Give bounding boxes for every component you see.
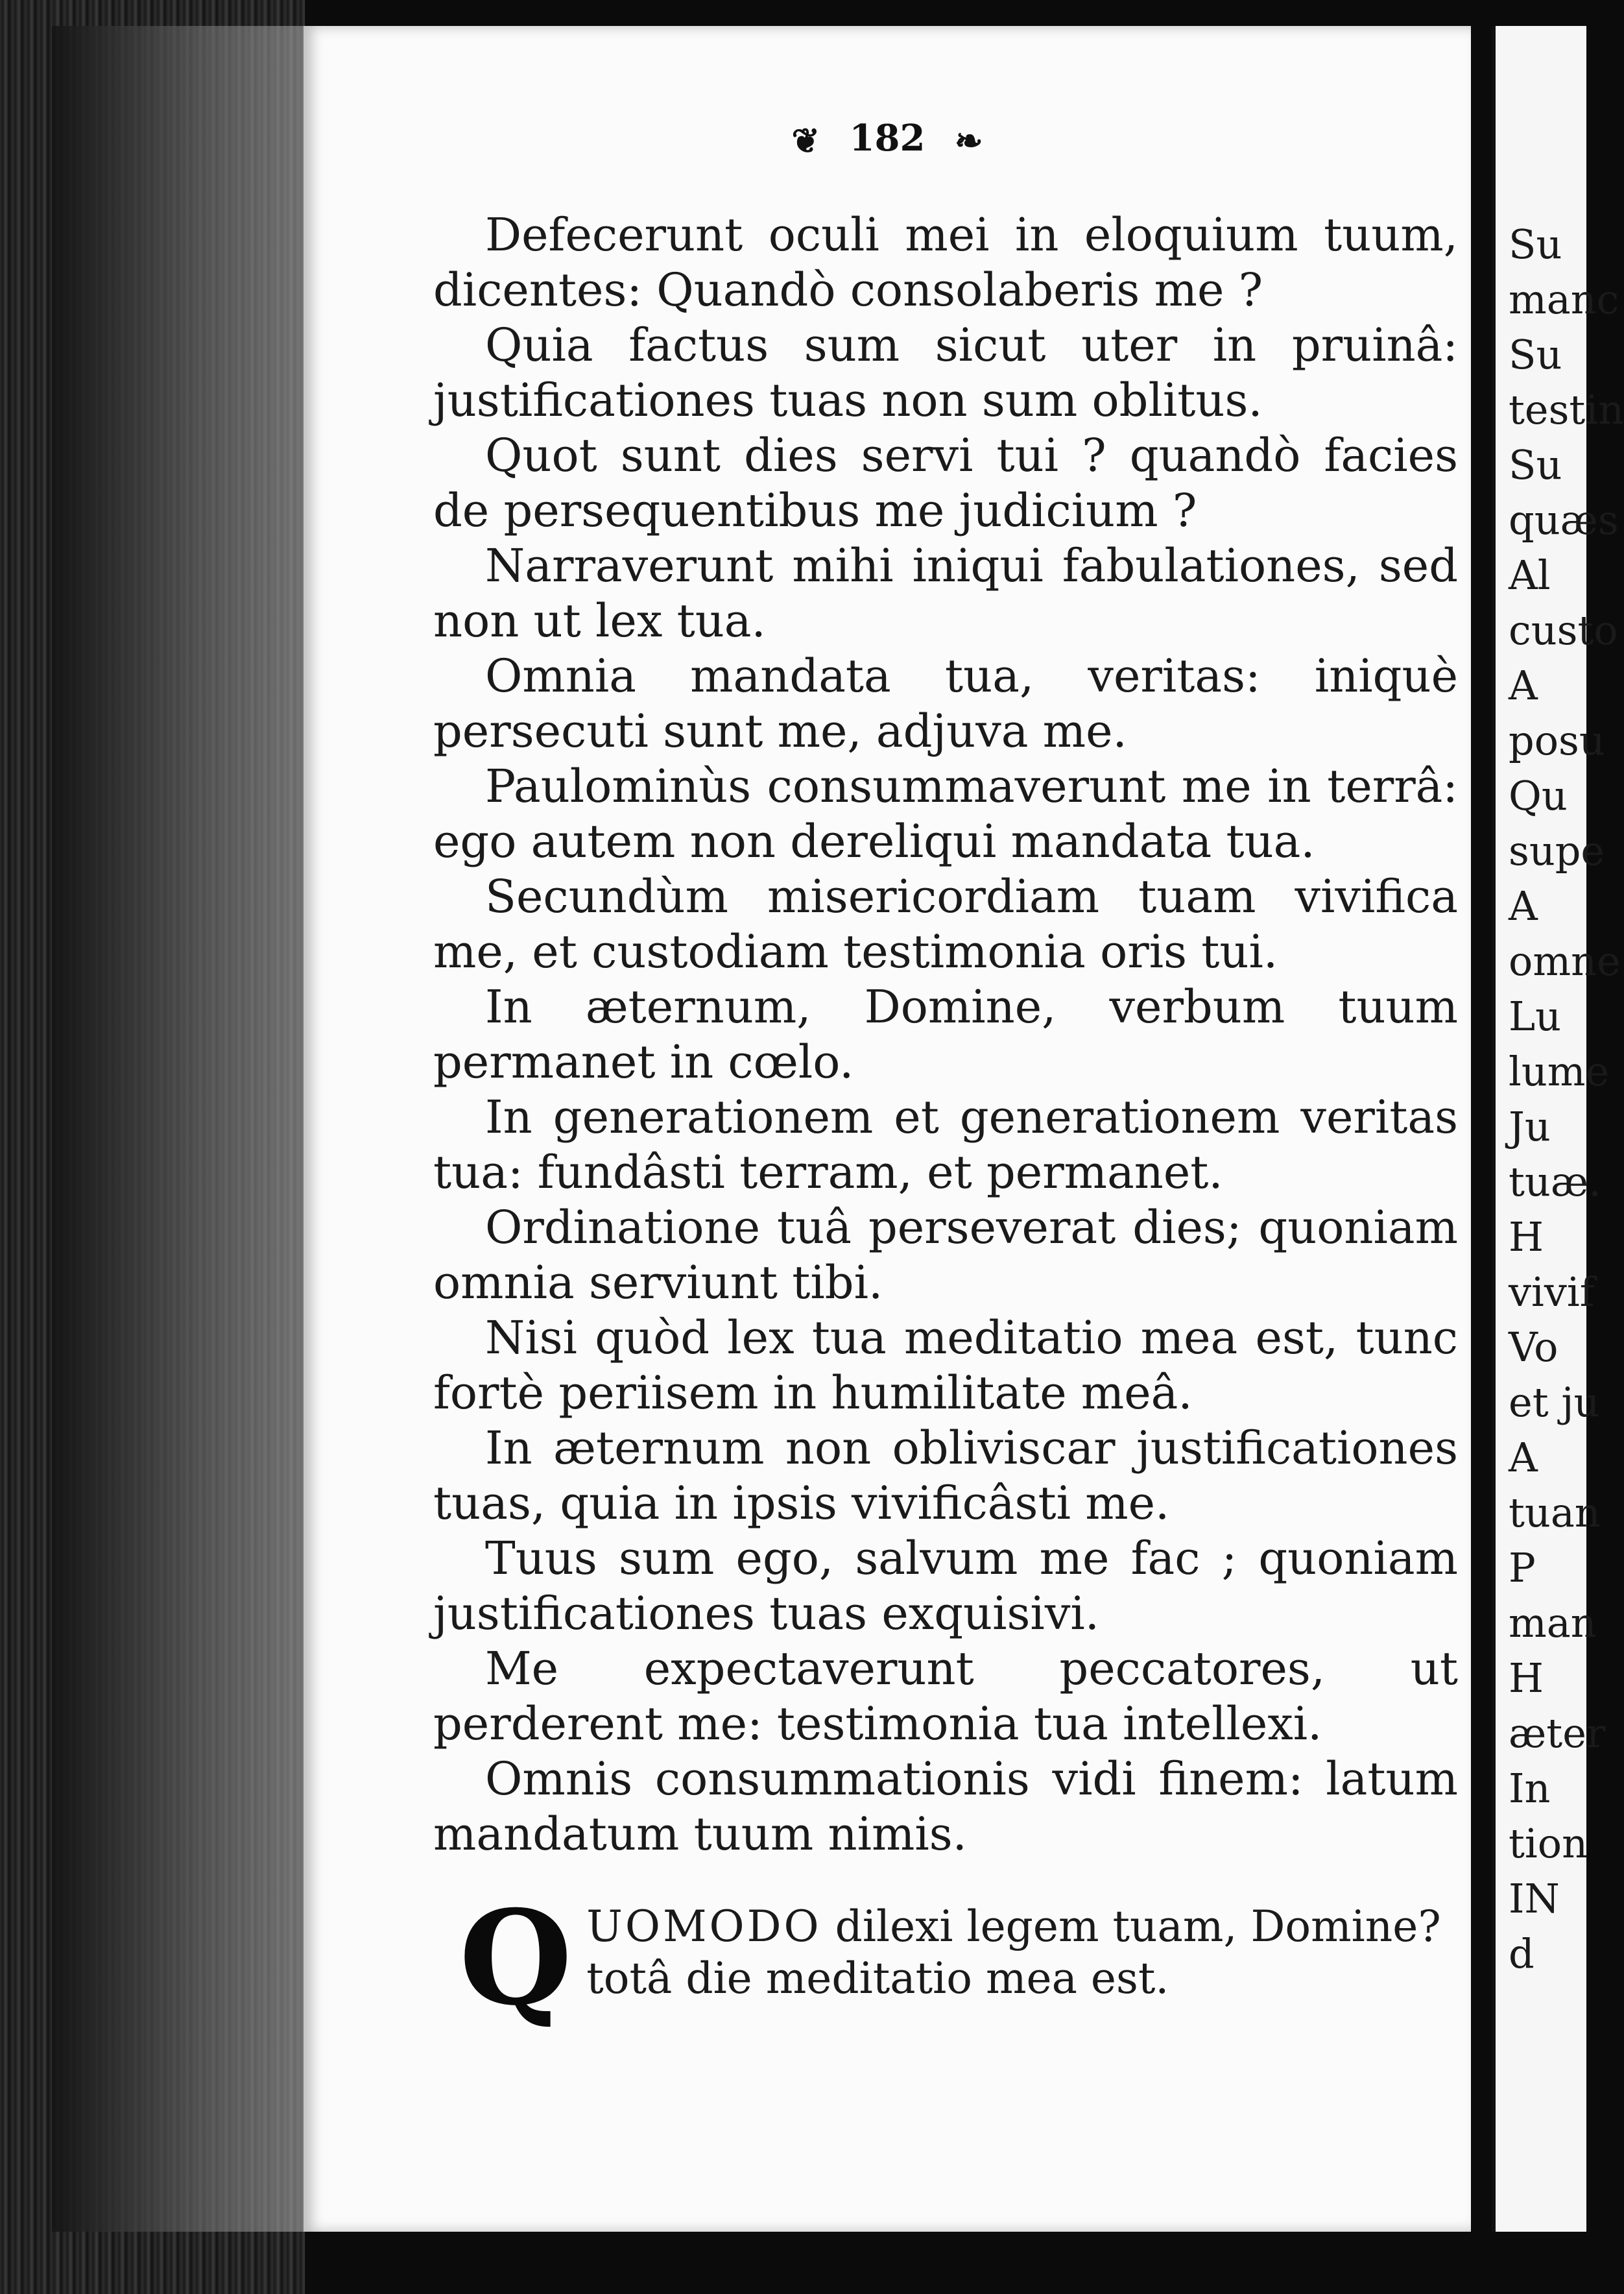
verse: Omnia mandata tua, veritas: iniquè persecuti sunt me, adjuva me.: [433, 649, 1458, 758]
verse: In generationem et generationem veritas tua: fundâsti terram, et permanet.: [433, 1091, 1458, 1199]
facing-page-line: Lu: [1509, 993, 1562, 1040]
facing-page-line: In: [1509, 1765, 1551, 1812]
page-gutter: [1471, 0, 1493, 2294]
facing-page-line: A: [1509, 1434, 1538, 1481]
verse: Tuus sum ego, salvum me fac ; quoniam justificationes tuas exquisivi.: [433, 1532, 1458, 1640]
facing-page-line: A: [1509, 882, 1538, 930]
facing-page-line: H: [1509, 1654, 1544, 1702]
facing-page-line: IN: [1509, 1875, 1560, 1922]
facing-page-line: supe: [1509, 827, 1605, 875]
facing-page-line: A: [1509, 662, 1538, 709]
facing-page-line: man: [1509, 1599, 1597, 1647]
facing-page-line: vivif: [1509, 1268, 1595, 1316]
psalm-text: [433, 208, 1458, 1862]
facing-page-line: testin: [1509, 386, 1624, 433]
facing-page-line: Su: [1509, 441, 1562, 489]
verse: Defecerunt oculi mei in eloquium tuum, dicentes: Quandò consolaberis me ?: [433, 208, 1458, 317]
verse: In æternum, Domine, verbum tuum permanet in cœlo.: [433, 980, 1458, 1089]
verse: Quot sunt dies servi tui ? quandò facies de persequentibus me judicium ?: [433, 429, 1458, 537]
facing-page-line: lume: [1509, 1048, 1610, 1095]
facing-page-line: et ju: [1509, 1379, 1600, 1426]
page-number: 182: [849, 117, 925, 160]
facing-page-line: custo: [1509, 607, 1618, 654]
facing-page-line: Qu: [1509, 772, 1568, 819]
book-page: [304, 26, 1471, 2232]
facing-page-line: d: [1509, 1930, 1534, 1977]
facing-page-line: æter: [1509, 1709, 1606, 1757]
facing-page-line: Al: [1509, 551, 1551, 599]
verse: Paulominùs consummaverunt me in terrâ: ego autem non dereliqui mandata tua.: [433, 760, 1458, 868]
versicle-first-word: UOMODO: [586, 1902, 822, 1951]
facing-page-line: posu: [1509, 717, 1605, 764]
facing-page-line: Su: [1509, 221, 1562, 268]
drop-cap: Q: [459, 1882, 573, 2034]
page-header: [304, 117, 1471, 161]
book-edge: [0, 0, 305, 2294]
versicle-text: dilexi legem tuam, Domine? totâ die meditatio mea est.: [586, 1902, 1441, 2003]
facing-page-line: P: [1509, 1544, 1536, 1591]
verse: Omnis consummationis vidi finem: latum mandatum tuum nimis.: [433, 1752, 1458, 1861]
facing-page-line: manc: [1509, 276, 1619, 323]
facing-page-line: omne: [1509, 937, 1621, 985]
facing-page-line: quæs: [1509, 496, 1619, 544]
verse: Quia factus sum sicut uter in pruinâ: justificationes tuas non sum oblitus.: [433, 319, 1458, 427]
verse: Secundùm misericordiam tuam vivifica me, et custodiam testimonia oris tui.: [433, 870, 1458, 978]
verse: Ordinatione tuâ perseverat dies; quoniam omnia serviunt tibi.: [433, 1201, 1458, 1309]
facing-page-line: H: [1509, 1213, 1544, 1261]
facing-page-line: Su: [1509, 331, 1562, 378]
ornament-right-icon: ❧: [954, 121, 983, 161]
facing-page-line: tuæ.: [1509, 1158, 1601, 1205]
facing-page-fragment: [1492, 26, 1624, 2232]
facing-page-line: tion: [1509, 1820, 1588, 1867]
facing-page-line: Ju: [1509, 1103, 1551, 1150]
facing-page-line: tuan: [1509, 1489, 1601, 1536]
facing-page-line: Vo: [1509, 1323, 1558, 1371]
verse: Me expectaverunt peccatores, ut perderent me: testimonia tua intellexi.: [433, 1642, 1458, 1750]
verse: Nisi quòd lex tua meditatio mea est, tunc fortè periisem in humilitate meâ.: [433, 1311, 1458, 1419]
ornament-left-icon: ❦: [791, 121, 820, 161]
versicle-paragraph: [459, 1882, 1458, 2034]
verse: In æternum non obliviscar justificationes tuas, quia in ipsis vivificâsti me.: [433, 1421, 1458, 1530]
verse: Narraverunt mihi iniqui fabulationes, sed non ut lex tua.: [433, 539, 1458, 647]
